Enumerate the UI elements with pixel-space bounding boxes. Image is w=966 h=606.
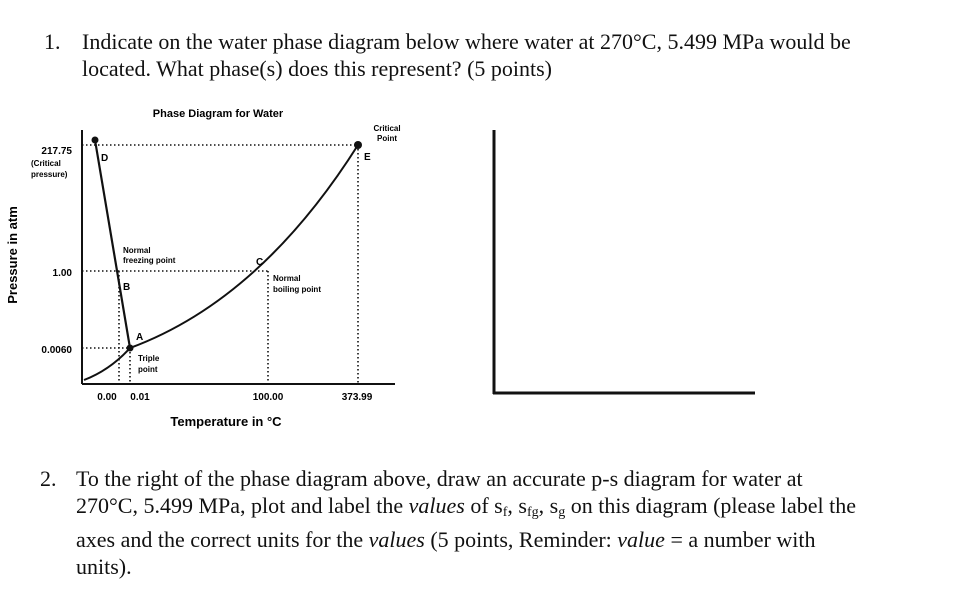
phase-diagram — [0, 95, 420, 445]
question-1-line-1: Indicate on the water phase diagram below where water at 270°C, 5.499 MPa would be — [82, 29, 851, 54]
x-axis-label: Temperature in °C — [170, 414, 282, 429]
q2-text: , s — [507, 493, 527, 518]
q2-text: on this diagram (please label the — [565, 493, 857, 518]
question-2-line-4: units). — [76, 554, 132, 579]
s-f-subscript: f — [502, 505, 508, 520]
x-tick-0.00: 0.00 — [97, 392, 117, 403]
point-d-marker — [92, 137, 99, 144]
diagram-title: Phase Diagram for Water — [152, 108, 284, 120]
q2-text: of s — [470, 493, 503, 518]
x-tick-373.99: 373.99 — [341, 392, 373, 403]
q2-values-emphasis: values — [368, 527, 425, 552]
triple-point-label-1: Triple — [138, 354, 160, 363]
q2-value-emphasis: value — [617, 527, 665, 552]
q2-text: (5 points, Reminder: — [430, 527, 612, 552]
question-1-number: 1. — [44, 29, 61, 54]
question-2-number: 2. — [40, 466, 57, 491]
label-b: B — [123, 282, 131, 293]
y-axis-label: Pressure in atm — [5, 206, 20, 304]
y-tick-0.0060: 0.0060 — [41, 345, 72, 356]
q2-text: axes and the correct units for the — [76, 527, 364, 552]
normal-boiling-label-2: boiling point — [273, 285, 321, 294]
y-tick-1-atm: 1.00 — [52, 268, 72, 279]
x-tick-0.01: 0.01 — [130, 392, 150, 403]
p-s-diagram-axes[interactable] — [480, 120, 770, 410]
y-tick-critical-note-2: pressure) — [31, 170, 68, 179]
label-c: C — [256, 257, 264, 268]
label-d: D — [101, 153, 109, 164]
q2-values-emphasis: values — [408, 493, 465, 518]
question-2-line-1: To the right of the phase diagram above, draw an accurate p-s diagram for water at — [76, 466, 803, 491]
triple-point-label-2: point — [138, 365, 158, 374]
fusion-curve — [95, 140, 130, 348]
sublimation-curve — [84, 348, 130, 380]
question-2-line-2 — [76, 492, 960, 526]
normal-freezing-label-1: Normal — [123, 246, 151, 255]
q2-text: , s — [538, 493, 559, 518]
label-e: E — [364, 152, 371, 163]
label-a: A — [136, 332, 144, 343]
critical-label-2: Point — [377, 134, 397, 143]
x-tick-100: 100.00 — [252, 392, 284, 403]
y-tick-critical-pressure: 217.75 — [41, 146, 72, 157]
question-1-line-2: located. What phase(s) does this represent? (5 points) — [82, 56, 553, 81]
q2-text: = a number with — [670, 527, 816, 552]
normal-freezing-label-2: freezing point — [123, 256, 176, 265]
critical-label-1: Critical — [373, 124, 401, 133]
triple-point-marker — [127, 345, 134, 352]
critical-point-marker — [354, 141, 362, 149]
s-fg-subscript: fg — [526, 505, 539, 520]
normal-boiling-label-1: Normal — [273, 274, 301, 283]
q2-text: 270°C, 5.499 MPa, plot and label the — [76, 493, 404, 518]
question-2-line-3 — [76, 526, 960, 553]
vaporization-curve — [130, 145, 358, 348]
s-g-subscript: g — [558, 505, 566, 520]
y-tick-critical-note-1: (Critical — [31, 159, 61, 168]
